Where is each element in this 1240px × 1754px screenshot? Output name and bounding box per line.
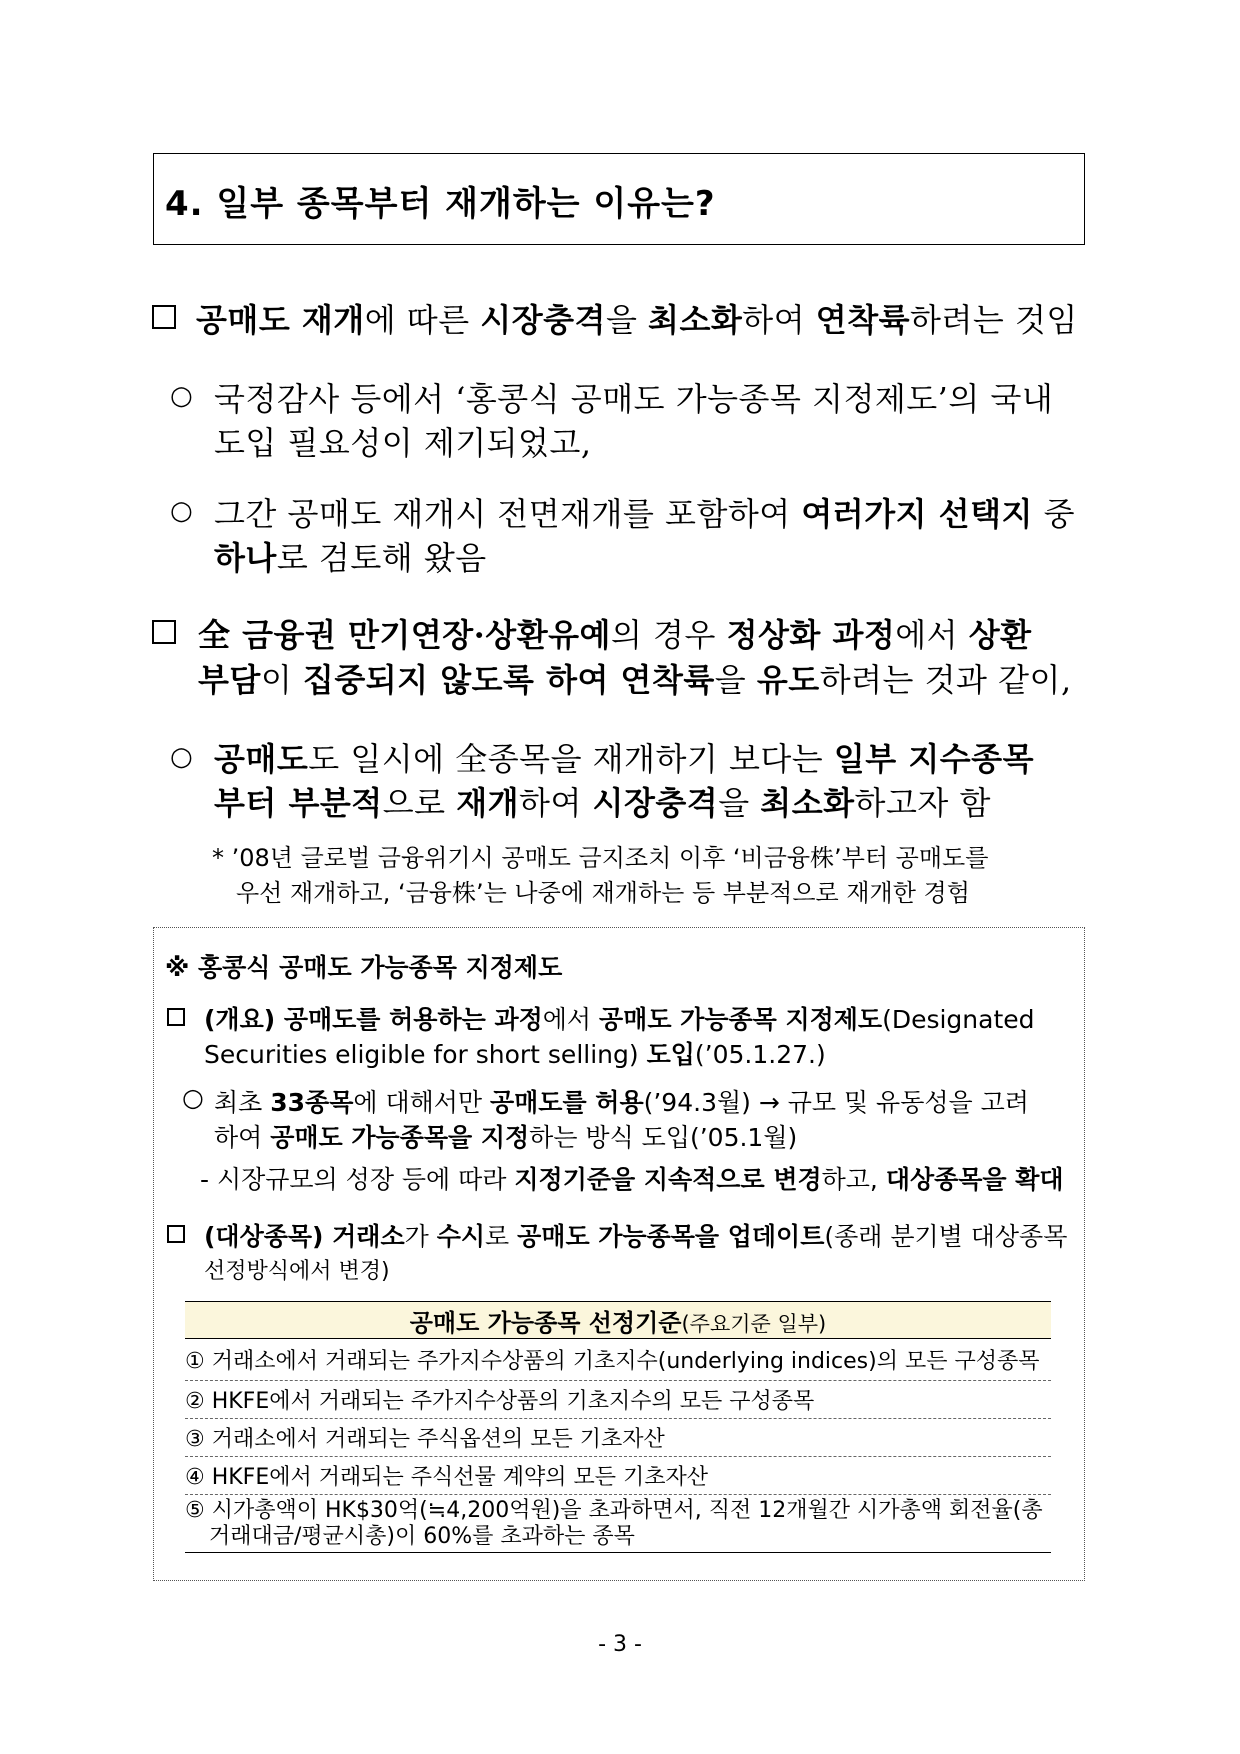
bold-text-segment: 공매도를 허용	[490, 1088, 644, 1117]
bold-text-segment: 공매도 재개	[196, 301, 365, 339]
text-segment: (종래 분기별 대상종목	[824, 1222, 1068, 1251]
footnote-line2: 우선 재개하고, ‘금융株’는 나중에 재개하는 등 부분적으로 재개한 경험	[236, 879, 970, 907]
text-segment: 에 대해서만	[353, 1088, 490, 1117]
section2-bullet-line1	[214, 734, 1034, 780]
bold-text-segment: 공매도 가능종목을 지정	[270, 1123, 530, 1152]
hk-item1-line1	[204, 1000, 1035, 1036]
bold-text-segment: 시장충격	[480, 301, 606, 339]
text-segment: 하여	[519, 784, 593, 822]
hk-item1-line2	[204, 1035, 826, 1071]
bold-text-segment: 집중되지 않도록 하여 연착륙	[302, 661, 715, 699]
bold-text-segment: 全 금융권 만기연장·상환유예	[198, 616, 611, 654]
hollow-circle-bullet-icon: ○	[170, 742, 193, 772]
bold-text-segment: 상환	[968, 616, 1032, 654]
bold-text-segment: 지정기준을 지속적으로 변경	[514, 1165, 822, 1194]
section2-heading-line2	[198, 655, 1072, 701]
text-segment: (’05.1.27.)	[694, 1040, 826, 1069]
section1-bullet1-line1: 국정감사 등에서 ‘홍콩식 공매도 가능종목 지정제도’의 국내	[214, 380, 1054, 418]
checkbox-square-icon	[152, 620, 176, 644]
section1-bullet1-line2: 도입 필요성이 제기되었고,	[214, 424, 592, 462]
section1-bullet2-line2	[214, 533, 487, 579]
table-row	[185, 1457, 1051, 1495]
text-segment: 최초	[214, 1088, 271, 1117]
text-segment: - 시장규모의 성장 등에 따라	[200, 1165, 515, 1194]
bold-text-segment: 연착륙	[815, 301, 911, 339]
bold-text-segment: (개요) 공매도를 허용하는 과정	[204, 1005, 543, 1034]
criteria-cell	[185, 1495, 1051, 1553]
text-segment: 하여	[742, 301, 816, 339]
hk-item2-line1	[204, 1217, 1067, 1253]
hk-box-title: ※ 홍콩식 공매도 가능종목 지정제도	[165, 953, 563, 982]
checkbox-square-icon	[167, 1008, 185, 1026]
text-segment: 의 경우	[610, 616, 727, 654]
bold-text-segment: 유도	[756, 661, 820, 699]
text-segment: 로 검토해 왔음	[276, 539, 487, 577]
section1-heading	[196, 295, 1078, 341]
criteria-table-title: 공매도 가능종목 선정기준	[409, 1308, 682, 1337]
text-segment: 에서	[895, 616, 969, 654]
bold-text-segment: 공매도 가능종목 지정제도	[599, 1005, 883, 1034]
criteria5-line2: 거래대금/평균시총)이 60%를 초과하는 종목	[209, 1523, 635, 1549]
table-row	[185, 1495, 1051, 1553]
criteria-cell: ① 거래소에서 거래되는 주가지수상품의 기초지수(underlying indices)의 모든 구성종목	[185, 1349, 1040, 1374]
bold-text-segment: 일부 지수종목	[833, 740, 1035, 778]
section1-bullet2-line1	[214, 489, 1075, 535]
text-segment: 으로	[382, 784, 457, 822]
text-segment: 을	[718, 784, 761, 822]
text-segment: 하고자 함	[854, 784, 991, 822]
bold-text-segment: 대상종목을 확대	[885, 1165, 1064, 1194]
hk-sub1-line1	[214, 1083, 1029, 1119]
text-segment: 이	[260, 661, 303, 699]
criteria-cell: ④ HKFE에서 거래되는 주식선물 계약의 모든 기초자산	[185, 1465, 708, 1490]
text-segment: (’94.3월) → 규모 및 유동성을 고려	[643, 1088, 1029, 1117]
page-title: 4. 일부 종목부터 재개하는 이유는?	[165, 184, 716, 224]
hollow-circle-bullet-icon: ○	[170, 381, 193, 411]
bold-text-segment: 부터 부분적	[214, 784, 383, 822]
checkbox-square-icon	[152, 305, 176, 329]
bold-text-segment: 공매도 가능종목을 업데이트	[517, 1222, 825, 1251]
hollow-circle-bullet-icon: ○	[170, 496, 193, 526]
text-segment: 을	[714, 661, 757, 699]
table-row	[185, 1419, 1051, 1457]
text-segment: 하려는 것임	[910, 301, 1078, 339]
bold-text-segment: 하나	[214, 539, 277, 577]
hk-item2-line2: 선정방식에서 변경)	[204, 1259, 390, 1284]
table-row	[185, 1381, 1051, 1419]
text-segment: 하여	[214, 1123, 271, 1152]
table-row	[185, 1339, 1051, 1381]
bold-text-segment: 최소화	[648, 301, 743, 339]
text-segment: 하는 방식 도입(’05.1월)	[529, 1123, 798, 1152]
bold-text-segment: 정상화 과정	[726, 616, 896, 654]
bold-text-segment: 도입	[646, 1040, 695, 1069]
bold-text-segment: (대상종목) 거래소	[204, 1222, 405, 1251]
text-segment: 을	[605, 301, 649, 339]
bold-text-segment: 공매도	[214, 740, 309, 778]
criteria-table-subtitle: (주요기준 일부)	[681, 1311, 827, 1336]
criteria-table-header	[185, 1302, 1051, 1339]
text-segment: (Designated	[882, 1005, 1035, 1034]
text-segment: 중	[1032, 495, 1075, 533]
section2-bullet-line2	[214, 778, 991, 824]
hollow-circle-bullet-icon: ○	[182, 1083, 204, 1112]
section2-heading-line1	[198, 610, 1032, 656]
bold-text-segment: 수시	[436, 1222, 486, 1251]
criteria-cell: ② HKFE에서 거래되는 주가지수상품의 기초지수의 모든 구성종목	[185, 1389, 815, 1414]
text-segment: 로	[485, 1222, 518, 1251]
text-segment: 도 일시에 全종목을 재개하기 보다는	[308, 740, 834, 778]
criteria-cell: ③ 거래소에서 거래되는 주식옵션의 모든 기초자산	[185, 1427, 665, 1452]
text-segment: 그간 공매도 재개시 전면재개를 포함하여	[214, 495, 802, 533]
footnote-line1: * ’08년 글로벌 금융위기시 공매도 금지조치 이후 ‘비금융株’부터 공매도를	[212, 844, 989, 872]
checkbox-square-icon	[167, 1225, 185, 1243]
text-segment: 하려는 것과 같이,	[819, 661, 1072, 699]
bold-text-segment: 시장충격	[592, 784, 719, 822]
bold-text-segment: 최소화	[760, 784, 855, 822]
bold-text-segment: 33종목	[270, 1088, 354, 1117]
criteria5-line1: ⑤ 시가총액이 HK$30억(≒4,200억원)을 초과하면서, 직전 12개월간 시가총액 회전율(총	[185, 1497, 1043, 1523]
text-segment: 에서	[542, 1005, 600, 1034]
text-segment: Securities eligible for short selling)	[204, 1040, 647, 1069]
page-number: - 3 -	[598, 1632, 642, 1657]
bold-text-segment: 여러가지 선택지	[801, 495, 1033, 533]
hk-sub1-line2	[214, 1118, 797, 1154]
text-segment: 가	[404, 1222, 437, 1251]
bold-text-segment: 부담	[198, 661, 261, 699]
hk-dash-line	[200, 1160, 1064, 1196]
text-segment: 하고,	[821, 1165, 886, 1194]
bold-text-segment: 재개	[456, 784, 520, 822]
criteria-table	[185, 1301, 1051, 1553]
text-segment: 에 따른	[364, 301, 481, 339]
